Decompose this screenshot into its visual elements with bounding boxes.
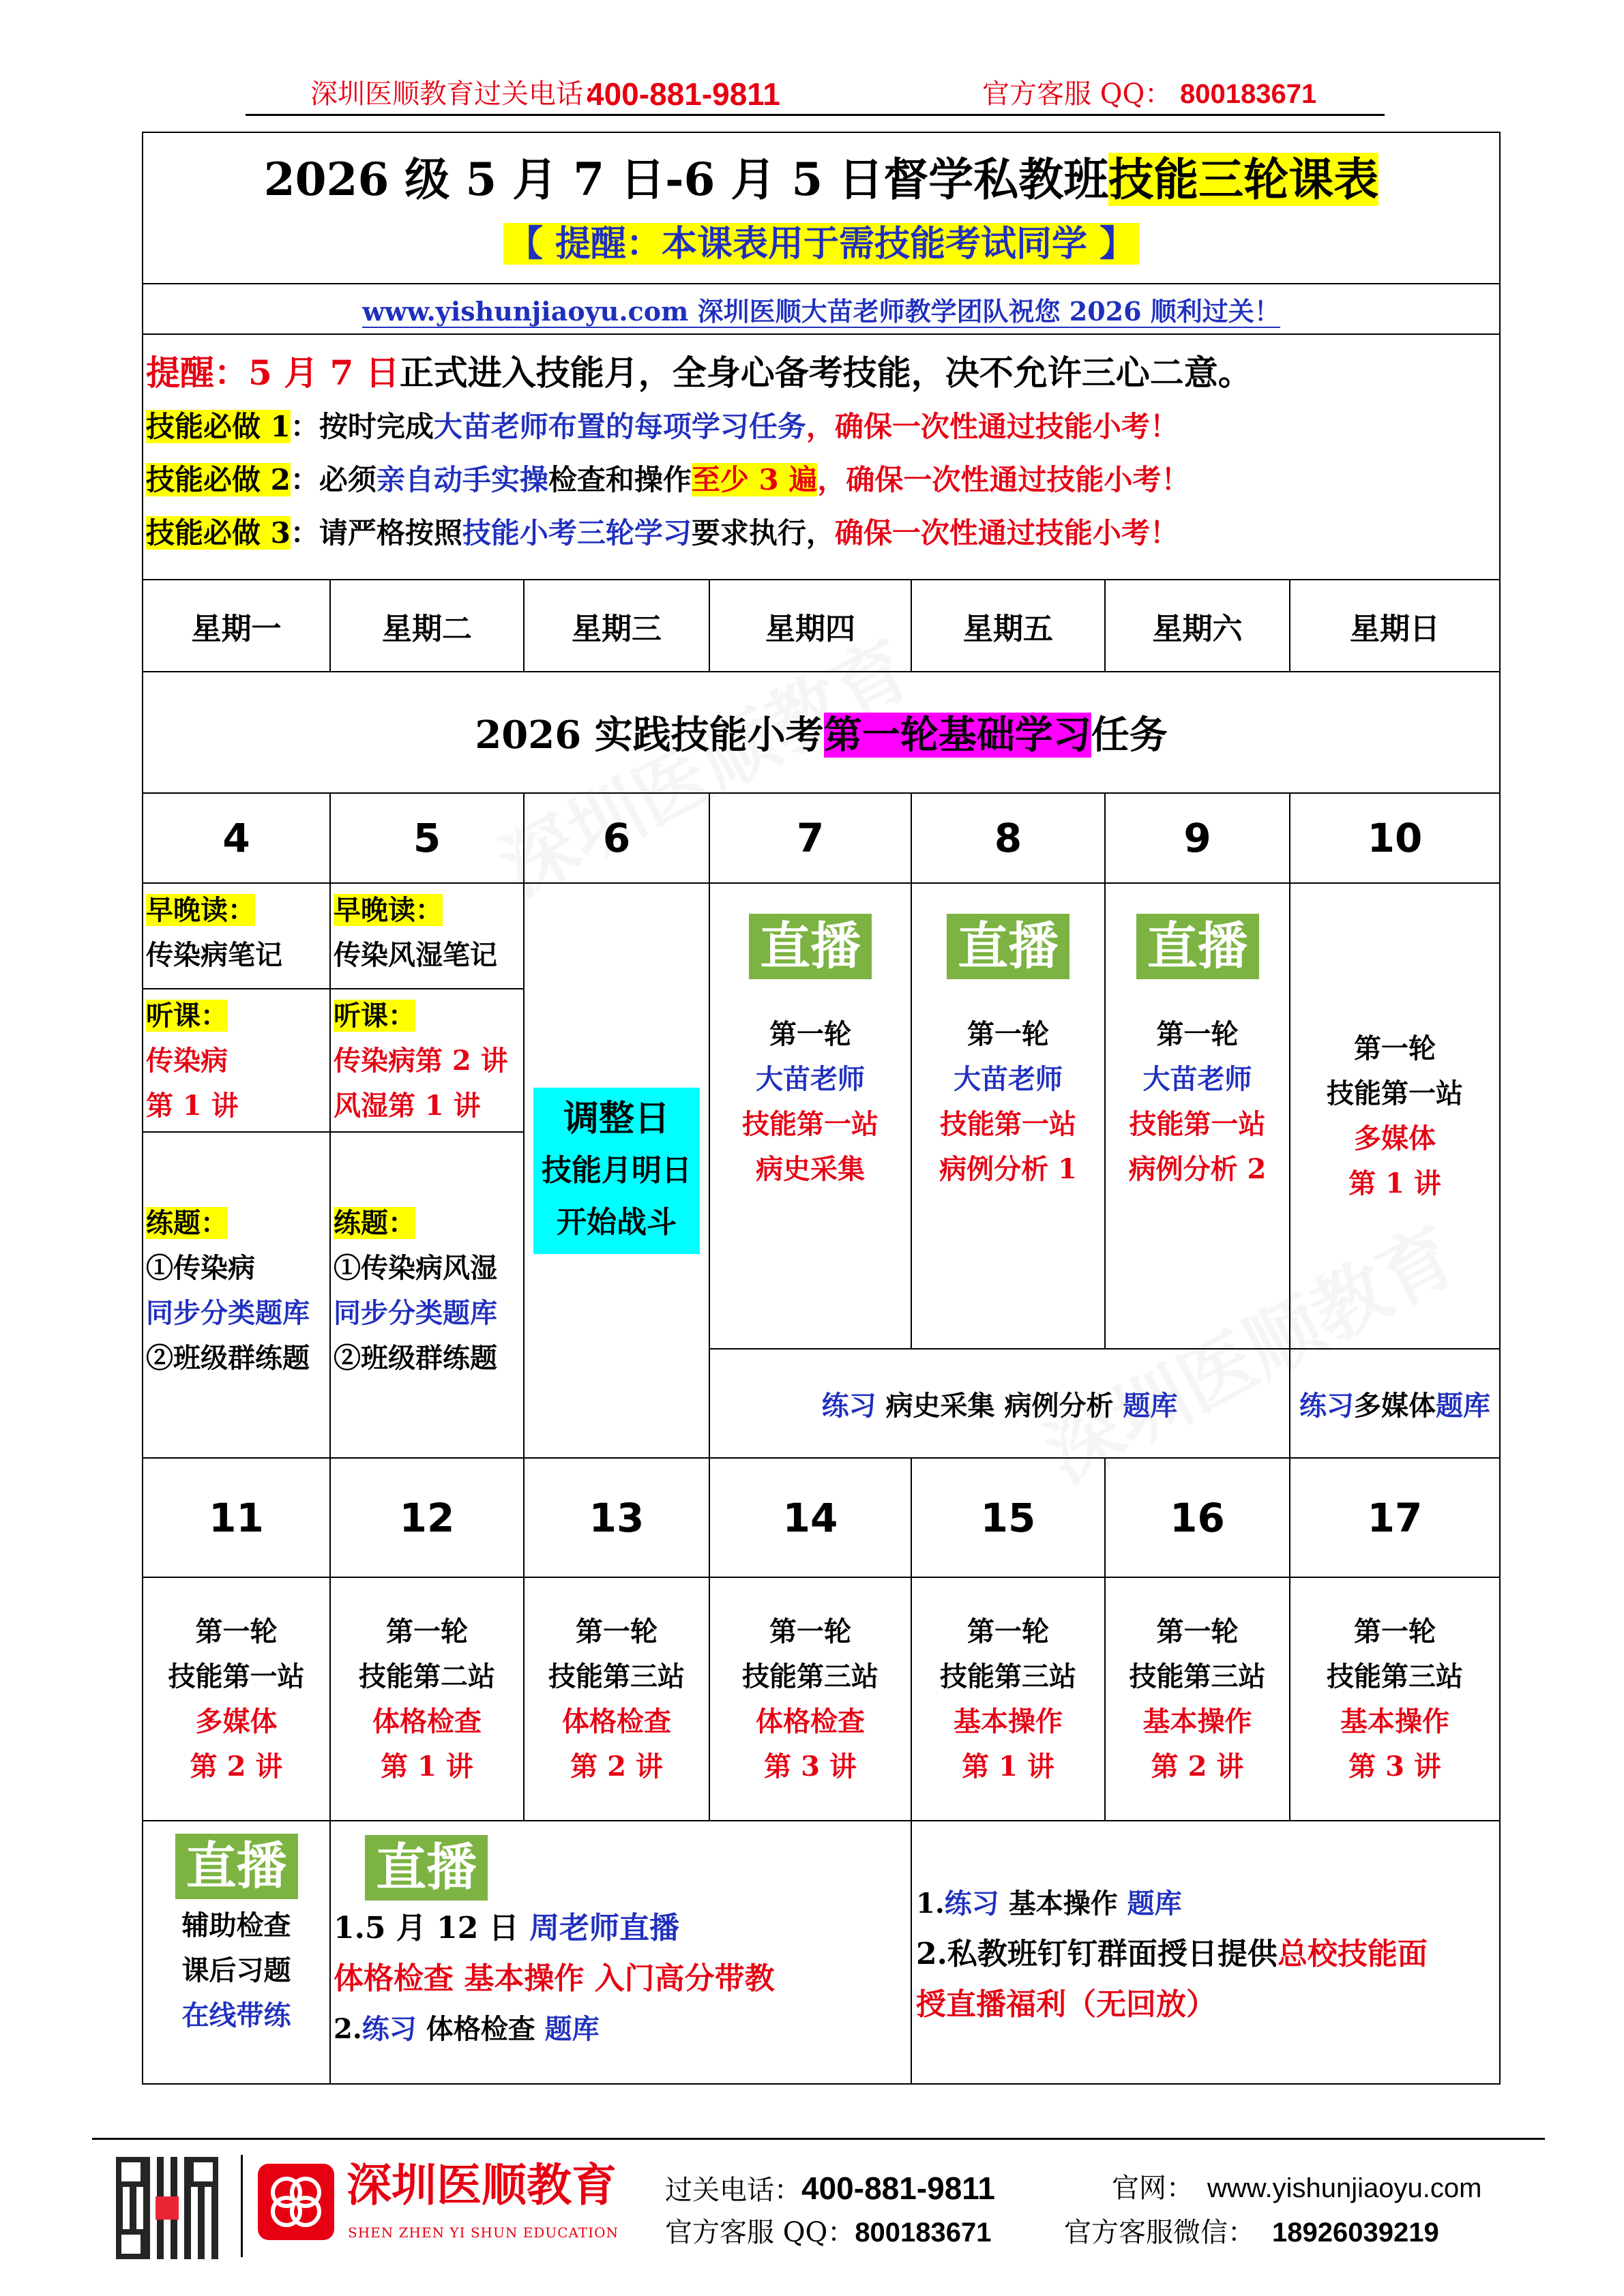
footer-wechat: 18926039219 <box>1272 2218 1439 2248</box>
week2-task-row <box>143 1577 1500 1821</box>
round-label: 第一轮 <box>769 1018 851 1050</box>
date-cell: 4 <box>143 793 330 883</box>
adjust-day-label: 调整日 <box>563 1097 670 1139</box>
weekday-sun: 星期日 <box>1290 580 1500 672</box>
station-label: 技能第一站 <box>1129 1108 1266 1140</box>
teacher-name: 大苗老师 <box>954 1063 1063 1095</box>
practice-label: 练习 <box>944 1888 999 1920</box>
adjust-day-text: 开始战斗 <box>557 1204 677 1240</box>
notice-cell <box>143 334 1500 580</box>
top-qq: 800183671 <box>1180 79 1317 109</box>
sun-task-cell <box>1290 883 1500 1349</box>
listen-label: 听课： <box>146 1000 228 1032</box>
footer-separator <box>241 2155 243 2257</box>
footer-site[interactable]: www.yishunjiaoyu.com <box>1207 2173 1482 2203</box>
date-cell: 17 <box>1290 1458 1500 1577</box>
live-badge: 直播 <box>749 914 872 979</box>
date-cell: 12 <box>330 1458 524 1577</box>
right-note-cell <box>911 1821 1500 2084</box>
must-do-3-label: 技能必做 3 <box>146 516 291 550</box>
notice-date: 提醒：5 月 7 日 <box>146 353 400 393</box>
round-label: 第一轮 <box>1156 1018 1239 1050</box>
practice-topics: 病史采集 病例分析 <box>876 1389 1123 1422</box>
live-badge: 直播 <box>175 1834 298 1899</box>
task-line: 辅助检查 <box>181 1909 291 1941</box>
practice-label: 练习 <box>821 1389 876 1422</box>
wed-adjust-cell <box>524 883 709 1458</box>
must-do-1-goal: ，确保一次性通过技能小考！ <box>806 410 1179 443</box>
lesson-label: 病例分析 1 <box>939 1153 1077 1185</box>
must-do-2-count: 至少 3 遍 <box>691 463 818 496</box>
topic-label: 多媒体 <box>1354 1122 1436 1154</box>
notice-text: 正式进入技能月，全身心备考技能，决不允许三心二意。 <box>399 353 1252 393</box>
morning-task: 传染病笔记 <box>146 939 282 971</box>
note-line: 体格检查 基本操作 入门高分带教 <box>334 1961 775 1996</box>
must-do-1-task: 大苗老师布置的每项学习任务 <box>433 410 806 443</box>
date-cell: 10 <box>1290 793 1500 883</box>
weekday-mon: 星期一 <box>143 580 330 672</box>
lesson-label: 病例分析 2 <box>1128 1153 1267 1185</box>
lesson-label: 病史采集 <box>756 1153 865 1185</box>
teacher-name: 大苗老师 <box>1142 1063 1252 1095</box>
date-cell: 13 <box>524 1458 709 1577</box>
live-badge: 直播 <box>1136 914 1259 979</box>
must-do-1-text: ：按时完成 <box>290 410 434 443</box>
weekday-fri: 星期五 <box>911 580 1105 672</box>
note-line: 2.私教班钉钉群面授日提供 <box>916 1937 1278 1971</box>
must-do-3-task: 技能小考三轮学习 <box>462 516 692 550</box>
footer-wechat-label: 官方客服微信： <box>1064 2217 1255 2248</box>
footer-qq: 800183671 <box>855 2218 992 2248</box>
note-line: 基本操作 <box>999 1888 1127 1920</box>
fri-task-cell <box>911 883 1105 1349</box>
note-line: 1.5 月 12 日 <box>334 1911 530 1945</box>
must-do-2-label: 技能必做 2 <box>146 463 291 496</box>
title-reminder: 【 提醒：本课表用于需技能考试同学 】 <box>503 223 1139 265</box>
brand-logo-icon <box>258 2164 334 2240</box>
practice-sun-cell <box>1290 1349 1500 1458</box>
listen-label: 听课： <box>334 1000 415 1032</box>
weekday-row <box>143 580 1500 672</box>
date-cell: 16 <box>1105 1458 1290 1577</box>
date-cell: 11 <box>143 1458 330 1577</box>
qr-code <box>116 2157 218 2259</box>
practice-task: ②班级群练题 <box>334 1342 497 1374</box>
round-title-suffix: 任务 <box>1091 713 1168 758</box>
note-line: 授直播福利（无回放） <box>916 1987 1216 2022</box>
question-bank-label: 题库 <box>1123 1389 1178 1422</box>
website-line: www.yishunjiaoyu.com 深圳医顺大苗老师教学团队祝您 2026 顺利过关！ <box>362 295 1280 327</box>
tue-task-cell <box>330 883 524 1458</box>
weekday-tue: 星期二 <box>330 580 524 672</box>
practice-task: ①传染病风湿 <box>334 1252 497 1284</box>
station-label: 技能第一站 <box>940 1108 1076 1140</box>
round-label: 第一轮 <box>967 1018 1049 1050</box>
practice-label: 练习 <box>361 2013 417 2045</box>
footer-phone: 400-881-9811 <box>801 2171 995 2206</box>
title-highlight: 技能三轮课表 <box>1108 153 1379 206</box>
top-phone: 400-881-9811 <box>587 76 780 112</box>
round-title-cell <box>143 672 1500 793</box>
footer-phone-label: 过关电话： <box>665 2175 801 2206</box>
must-do-3-text2: 要求执行， <box>691 516 835 550</box>
must-do-3-goal: 确保一次性通过技能小考！ <box>834 516 1179 550</box>
week2-date-row <box>143 1458 1500 1577</box>
day-task-cell: 第一轮 技能第三站 基本操作 第 3 讲 <box>1290 1577 1500 1821</box>
must-do-2-text2: 检查和操作 <box>548 463 692 496</box>
must-do-2-text: ：必须 <box>290 463 377 496</box>
date-cell: 5 <box>330 793 524 883</box>
practice-label: 练习 <box>1299 1389 1355 1422</box>
round-title-prefix: 2026 实践技能小考 <box>475 713 824 758</box>
brand-name: 深圳医顺教育 <box>346 2159 617 2211</box>
task-line: 在线带练 <box>181 1999 291 2031</box>
teacher-name: 大苗老师 <box>756 1063 865 1095</box>
practice-task: 同步分类题库 <box>334 1297 497 1329</box>
must-do-2-task: 亲自动手实操 <box>376 463 548 496</box>
day-task-cell: 第一轮 技能第三站 基本操作 第 2 讲 <box>1105 1577 1290 1821</box>
sat-task-cell <box>1105 883 1290 1349</box>
date-cell: 8 <box>911 793 1105 883</box>
brand-name-en: SHEN ZHEN YI SHUN EDUCATION <box>348 2224 619 2241</box>
title-cell <box>143 132 1500 284</box>
website-cell <box>143 284 1500 334</box>
station-label: 技能第一站 <box>1327 1077 1464 1109</box>
mon-task-cell <box>143 883 330 1458</box>
top-contact-bar <box>246 74 1385 116</box>
week1-date-row <box>143 793 1500 883</box>
listen-task: 传染病第 2 讲 <box>334 1045 508 1077</box>
practice-mid-cell <box>709 1349 1290 1458</box>
station-label: 技能第一站 <box>742 1108 879 1140</box>
morning-task: 传染风湿笔记 <box>334 939 497 971</box>
practice-task: ①传染病 <box>146 1252 255 1284</box>
live-note-cell <box>330 1821 911 2084</box>
footer-contact <box>665 2167 1518 2254</box>
morning-label: 早晚读： <box>334 894 443 926</box>
must-do-3-text: ：请严格按照 <box>290 516 462 550</box>
live-badge: 直播 <box>365 1835 488 1900</box>
adjust-day-text: 技能月明日 <box>542 1152 692 1188</box>
date-cell: 15 <box>911 1458 1105 1577</box>
footer-divider <box>92 2138 1545 2140</box>
date-cell: 6 <box>524 793 709 883</box>
live-badge: 直播 <box>947 914 1069 979</box>
round-title-highlight: 第一轮基础学习 <box>823 713 1091 758</box>
weekday-thu: 星期四 <box>709 580 911 672</box>
must-do-2-goal: ，确保一次性通过技能小考！ <box>817 463 1190 496</box>
day-task-cell: 第一轮 技能第三站 基本操作 第 1 讲 <box>911 1577 1105 1821</box>
teacher-live: 周老师直播 <box>529 1911 680 1945</box>
question-bank-label: 题库 <box>1127 1888 1182 1920</box>
listen-task: 传染病 <box>146 1045 228 1077</box>
page-title: 2026 级 5 月 7 日-6 月 5 日督学私教班 <box>263 153 1109 206</box>
must-do-1-label: 技能必做 1 <box>146 410 291 443</box>
practice-topics: 多媒体 <box>1354 1389 1436 1422</box>
question-bank-label: 题库 <box>1436 1389 1491 1422</box>
weekday-wed: 星期三 <box>524 580 709 672</box>
round-label: 第一轮 <box>1354 1032 1436 1064</box>
date-cell: 7 <box>709 793 911 883</box>
task-line: 课后习题 <box>181 1954 291 1986</box>
note-line: 1. <box>916 1888 945 1920</box>
date-cell: 9 <box>1105 793 1290 883</box>
footer-qq-label: 官方客服 QQ： <box>665 2217 855 2248</box>
lesson-label: 第 1 讲 <box>1348 1167 1441 1199</box>
thu-task-cell <box>709 883 911 1349</box>
practice-task: ②班级群练题 <box>146 1342 310 1374</box>
top-phone-label: 深圳医顺教育过关电话： <box>310 78 610 110</box>
morning-label: 早晚读： <box>146 894 255 926</box>
practice-label: 练题： <box>146 1207 228 1239</box>
day-task-cell: 第一轮 技能第二站 体格检查 第 1 讲 <box>330 1577 524 1821</box>
footer-site-label: 官网： <box>1112 2173 1194 2204</box>
note-highlight: 总校技能面 <box>1277 1937 1428 1971</box>
schedule-table <box>142 132 1501 2085</box>
listen-task: 第 1 讲 <box>146 1090 239 1122</box>
question-bank-label: 题库 <box>544 2013 600 2045</box>
practice-task: 同步分类题库 <box>146 1297 310 1329</box>
practice-label: 练题： <box>334 1207 415 1239</box>
day-task-cell: 第一轮 技能第三站 体格检查 第 2 讲 <box>524 1577 709 1821</box>
weekday-sat: 星期六 <box>1105 580 1290 672</box>
mon-live-cell <box>143 1821 330 2084</box>
date-cell: 14 <box>709 1458 911 1577</box>
day-task-cell: 第一轮 技能第一站 多媒体 第 2 讲 <box>143 1577 330 1821</box>
listen-task: 风湿第 1 讲 <box>334 1090 481 1122</box>
day-task-cell: 第一轮 技能第三站 体格检查 第 3 讲 <box>709 1577 911 1821</box>
top-qq-label: 官方客服 QQ： <box>982 78 1172 110</box>
note-line: 体格检查 <box>416 2013 545 2045</box>
note-line: 2. <box>334 2013 362 2045</box>
